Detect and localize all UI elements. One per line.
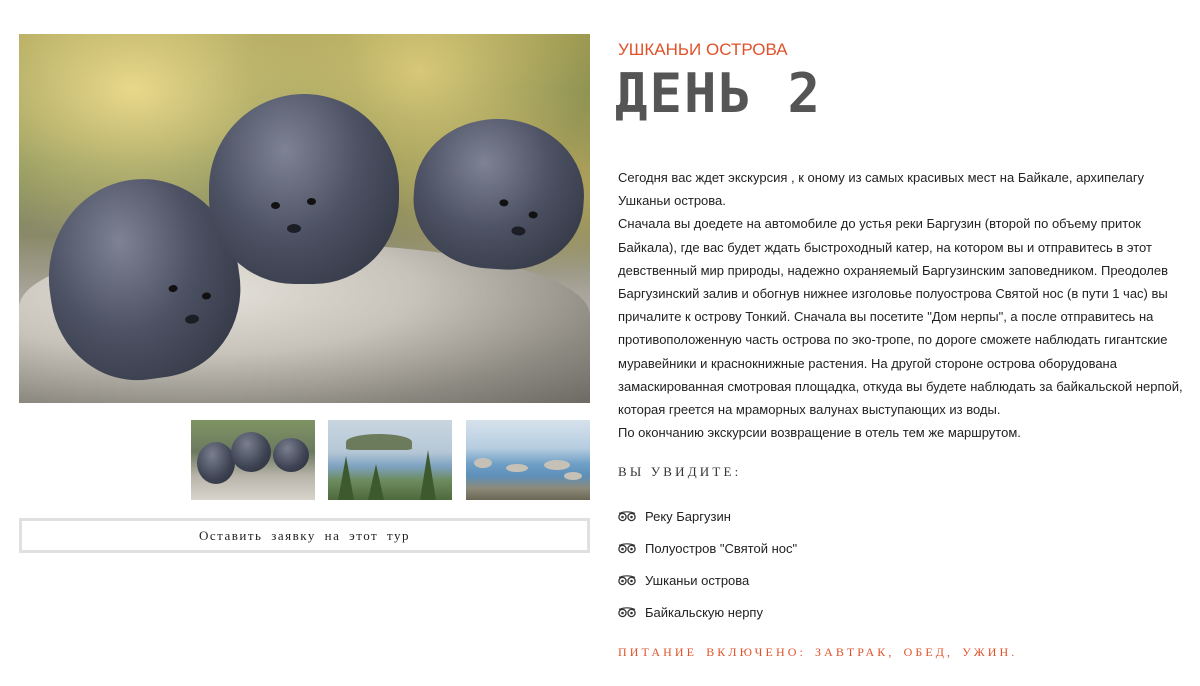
see-heading: ВЫ УВИДИТЕ: (618, 464, 742, 479)
sights-list (618, 500, 797, 628)
thumbnail-shore[interactable] (466, 420, 590, 500)
seal-right (409, 113, 589, 274)
order-tour-button[interactable]: Оставить заявку на этот тур (19, 518, 590, 553)
thumbnail-island[interactable] (328, 420, 452, 500)
description-paragraph: Сегодня вас ждет экскурсия , к оному из самых красивых мест на Байкале, архипелагу Ушканьи острова. (618, 170, 1145, 209)
sight-label: Ушканьи острова (645, 572, 750, 588)
description-paragraph: По окончанию экскурсии возвращение в отель тем же маршрутом. (618, 425, 1021, 441)
list-item (618, 500, 797, 532)
tripadvisor-owl-icon (618, 607, 636, 618)
main-photo (19, 34, 590, 403)
description-paragraph: Сначала вы доедете на автомобиле до устья реки Баргузин (второй по объему приток Байкала), где вас будет ждать быстроходный катер, на котором вы и отправитесь в этот девственный мир природы, надежно охраняемый Баргузинским заповедником. Преодолев Баргузинский залив и обогнув нижнее изголовье полуострова Святой нос (в пути 1 час) вы причалите к острову Тонкий. Сначала вы посетите "Дом нерпы", а после отправитесь на противоположенную часть острова по эко-тропе, по дороге сможете наблюдать гигантские муравейники и краснокнижные растения. На другой стороне острова оборудована замаскированная смотровая площадка, откуда вы будете наблюдать за байкальской нерпой, которая греется на мраморных валунах выступающих из воды. (618, 216, 1183, 418)
tripadvisor-owl-icon (618, 543, 636, 554)
food-included: ПИТАНИЕ ВКЛЮЧЕНО: ЗАВТРАК, ОБЕД, УЖИН. (618, 645, 1018, 659)
sight-label: Байкальскую нерпу (645, 604, 763, 620)
sight-label: Реку Баргузин (645, 508, 731, 524)
tour-subtitle: УШКАНЬИ ОСТРОВА (618, 40, 788, 59)
tripadvisor-owl-icon (618, 511, 636, 522)
page-title: ДЕНЬ 2 (615, 62, 823, 125)
tripadvisor-owl-icon (618, 575, 636, 586)
list-item (618, 532, 797, 564)
tour-description (618, 166, 1184, 444)
list-item (618, 564, 797, 596)
sight-label: Полуостров "Святой нос" (645, 540, 798, 556)
seal-middle (209, 94, 399, 284)
thumbnail-seals[interactable] (191, 420, 315, 500)
list-item (618, 596, 797, 628)
